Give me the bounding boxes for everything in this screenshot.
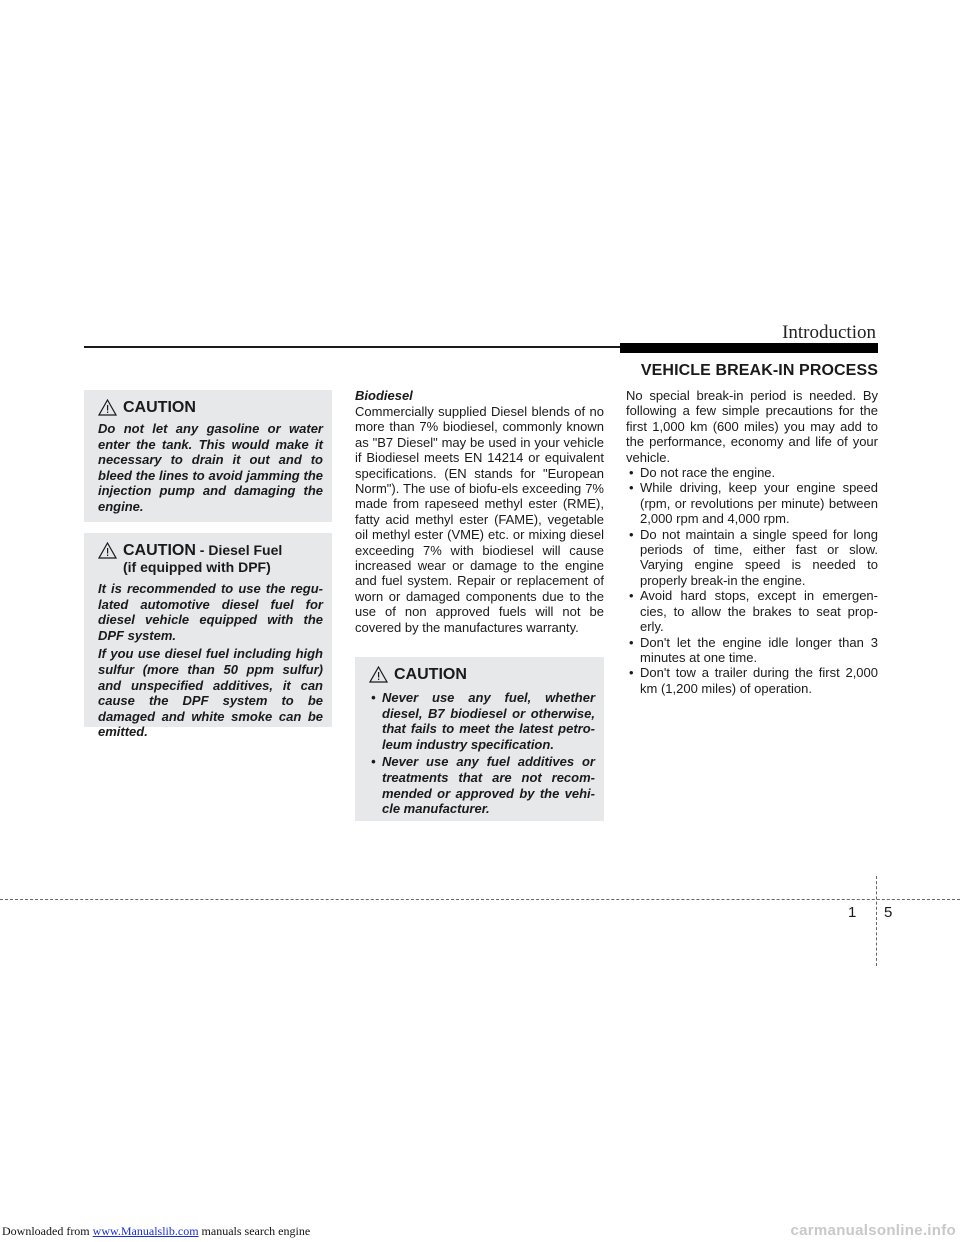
footer-suffix: manuals search engine: [198, 1224, 311, 1238]
caution-paragraph: It is recommended to use the regu-lated automotive diesel fuel for diesel vehicle equipped with the DPF system.: [98, 581, 323, 643]
caution-subtitle: - Diesel Fuel: [195, 542, 283, 558]
breakin-list-item: • Do not race the engine.: [626, 465, 878, 480]
biodiesel-text: Commercially supplied Diesel blends of no more than 7% biodiesel, commonly known as "B7 Diesel" may be used in your vehicle if Biodiesel meets EN 14214 or equivalent specifications. (EN stands for "European Norm"). The use of biofu-els exceeding 7% made from rapeseed methyl ester (RME), fatty acid methyl ester (FAME), vegetable oil methyl ester (VME) etc. or mixing diesel exceeding 7% with biodiesel will cause increased wear or damage to the engine and fuel system. Repair or replacement of worn or damaged components due to the use of non approved fuels will not be covered by the manufactures warranty.: [355, 404, 604, 635]
caution-list: [369, 690, 595, 817]
warning-triangle-icon: [98, 399, 117, 416]
caution-box-fuel-spec: [355, 657, 604, 821]
breakin-intro: No special break-in period is needed. By following a few simple precautions for the first 1,000 km (600 miles) you may add to the performance, economy and life of your vehicle.: [626, 388, 878, 465]
watermark: carmanualsonline.info: [790, 1222, 956, 1239]
download-footer: [2, 1224, 310, 1239]
caution-header: [98, 398, 323, 417]
breakin-list-item: • Don't let the engine idle longer than 3 minutes at one time.: [626, 635, 878, 666]
breakin-list-item: • Avoid hard stops, except in emergen-cies, to allow the brakes to seat prop-erly.: [626, 588, 878, 634]
caution-list-item: • Never use any fuel additives or treatments that are not recom-mended or approved by the vehi-cle manufacturer.: [369, 754, 595, 816]
caution-text: Do not let any gasoline or water enter the tank. This would make it necessary to drain it out and to bleed the lines to avoid jamming the injection pump and damaging the engine.: [98, 421, 323, 514]
section-heading-bar: [620, 343, 878, 353]
chapter-title: Introduction: [782, 322, 876, 343]
manualslib-link[interactable]: www.Manualslib.com: [92, 1224, 199, 1238]
caution-label: CAUTION: [123, 542, 196, 559]
caution-label: CAUTION: [123, 399, 196, 416]
page-number: 5: [884, 904, 893, 921]
breakin-list-item: • While driving, keep your engine speed (rpm, or revolutions per minute) between 2,000 rpm and 4,000 rpm.: [626, 480, 878, 526]
biodiesel-heading: Biodiesel: [355, 388, 413, 403]
caution-subtitle-detail: (if equipped with DPF): [123, 559, 271, 575]
breakin-list-item: • Do not maintain a single speed for long periods of time, either fast or slow. Varying engine speed is needed to properly break-in the engine.: [626, 527, 878, 589]
caution-header: [369, 665, 595, 684]
caution-paragraph: If you use diesel fuel including high sulfur (more than 50 ppm sulfur) and unspecified additives, it can cause the DPF system to be damaged and white smoke can be emitted.: [98, 646, 323, 740]
footer-prefix: Downloaded from: [2, 1224, 93, 1238]
section-heading: VEHICLE BREAK-IN PROCESS: [640, 362, 878, 379]
page-chapter-number: 1: [848, 904, 857, 921]
breakin-list: [626, 465, 878, 696]
caution-box-diesel-dpf: [84, 533, 332, 740]
breakin-section: [626, 388, 878, 696]
warning-triangle-icon: [98, 542, 117, 559]
page-number-divider: [876, 876, 877, 966]
page-divider-line: [0, 899, 960, 900]
caution-box-water: [84, 390, 332, 522]
caution-label: CAUTION: [394, 666, 467, 683]
caution-list-item: • Never use any fuel, whether diesel, B7 biodiesel or otherwise, that fails to meet the latest petro-leum industry specification.: [369, 690, 595, 752]
caution-header: [98, 541, 323, 560]
warning-triangle-icon: [369, 666, 388, 683]
breakin-list-item: • Don't tow a trailer during the first 2,000 km (1,200 miles) of operation.: [626, 665, 878, 696]
biodiesel-section: [355, 388, 604, 635]
